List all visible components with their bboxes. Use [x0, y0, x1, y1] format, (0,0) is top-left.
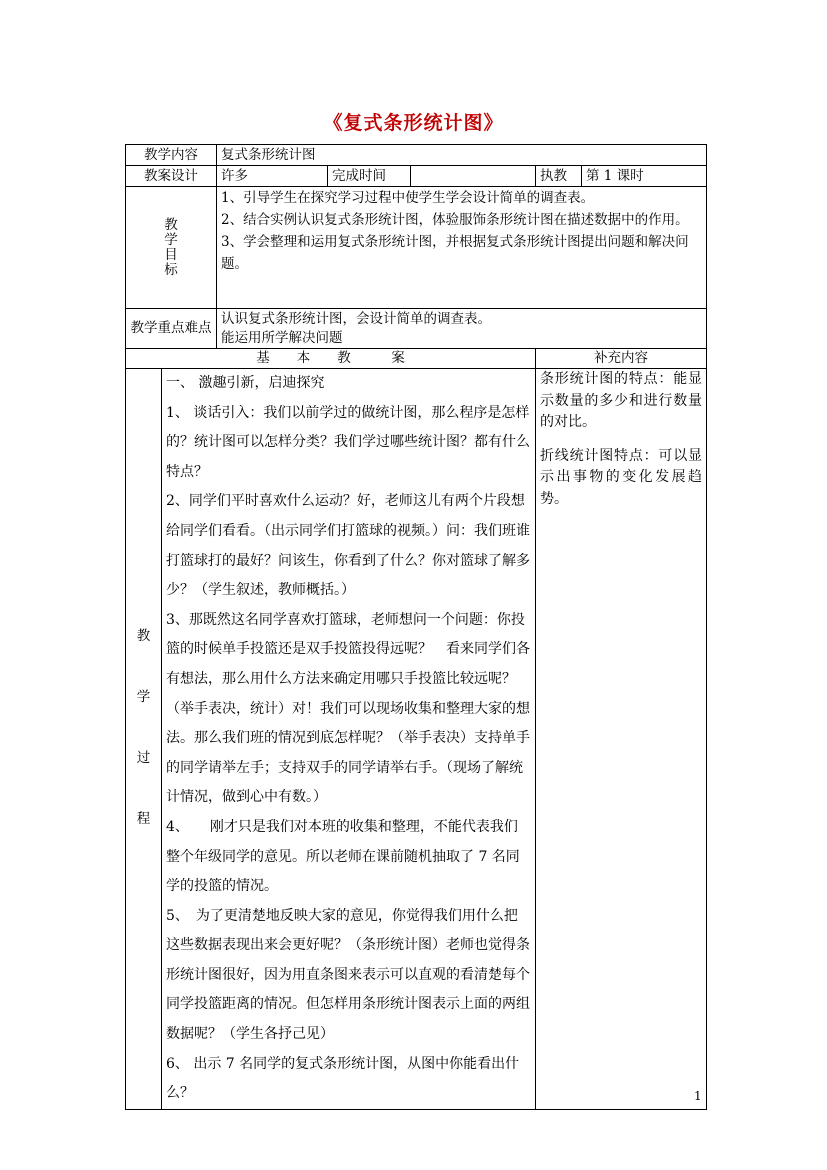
key-points-content	[217, 309, 707, 349]
goals-content	[217, 187, 707, 309]
process-label-char: 教	[136, 627, 151, 644]
supplement-header: 补充内容	[536, 349, 707, 369]
row-goals	[126, 187, 707, 309]
goals-label-char: 学	[164, 231, 178, 248]
row-header	[126, 349, 707, 369]
key-point-line: 认识复式条形统计图，会设计简单的调查表。	[221, 310, 491, 327]
finish-time-label: 完成时间	[328, 166, 411, 187]
process-label	[126, 369, 162, 1110]
process-paragraph: 4、 刚才只是我们对本班的收集和整理，不能代表我们整个年级同学的意见。所以老师在课前随机抽取了 7 名同学的投篮的情况。	[166, 818, 520, 895]
key-point-line: 能运用所学解决问题	[221, 329, 343, 346]
row-key-points	[126, 309, 707, 349]
process-label-char: 程	[136, 810, 151, 827]
lesson-plan-table	[125, 144, 707, 1110]
goals-label-char: 标	[164, 261, 178, 278]
supplement-content	[536, 369, 707, 1110]
process-content	[162, 369, 536, 1110]
process-paragraph: 一、 激趣引新，启迪探究	[166, 375, 325, 391]
finish-time-value	[411, 166, 536, 187]
design-label: 教案设计	[126, 166, 217, 187]
goals-label-char: 教	[164, 216, 178, 233]
content-label: 教学内容	[126, 145, 217, 166]
supplement-note: 折线统计图特点：可以显示出事物的变化发展趋势。	[540, 447, 703, 507]
row-process	[126, 369, 707, 1110]
row-design	[126, 166, 707, 187]
teacher-label: 执教	[536, 166, 582, 187]
content-value: 复式条形统计图	[217, 145, 707, 166]
process-paragraph: 5、 为了更清楚地反映大家的意见，你觉得我们用什么把这些数据表现出来会更好呢？（条形统计图）老师也觉得条形统计图很好，因为用直条图来表示可以直观的看清楚每个同学投篮距离的情况。但怎样用条形统计图表示上面的两组数据呢？（学生各抒己见）	[166, 907, 530, 1043]
key-points-label: 教学重点难点	[126, 309, 217, 349]
goals-label	[126, 187, 217, 309]
process-paragraph: 3、那既然这名同学喜欢打篮球，老师想问一个问题：你投篮的时候单手投篮还是双手投篮投得远呢？ 看来同学们各有想法，那么用什么方法来确定用哪只手投篮比较远呢？（举手表决，统计）对！我们可以现场收集和整理大家的想法。那么我们班的情况到底怎样呢？（举手表决）支持单手的同学请举左手；支持双手的同学请举右手。（现场了解统计情况，做到心中有数。）	[166, 611, 530, 806]
process-paragraph: 1、 谈话引入：我们以前学过的做统计图，那么程序是怎样的？统计图可以怎样分类？我们学过哪些统计图？都有什么特点？	[166, 404, 530, 480]
author-value: 许多	[217, 166, 328, 187]
goals-label-char: 目	[164, 246, 178, 263]
document-title: 《复式条形统计图》	[323, 112, 504, 134]
goal-item: 1、引导学生在探究学习过程中使学生学会设计简单的调查表。	[221, 190, 595, 206]
lesson-count: 第 1 课时	[582, 166, 707, 187]
goal-item: 3、学会整理和运用复式条形统计图，并根据复式条形统计图提出问题和解决问题。	[221, 234, 689, 272]
page-number: 1	[694, 1089, 702, 1103]
goal-item: 2、结合实例认识复式条形统计图，体验服饰条形统计图在描述数据中的作用。	[221, 212, 689, 228]
supplement-note: 条形统计图的特点：能显示数量的多少和进行数量的对比。	[540, 371, 703, 430]
process-label-char: 过	[136, 749, 151, 766]
process-paragraph: 6、 出示 7 名同学的复式条形统计图，从图中你能看出什么？	[166, 1055, 520, 1102]
basic-plan-header: 基 本 教 案	[126, 349, 536, 369]
process-paragraph: 2、同学们平时喜欢什么运动？好，老师这儿有两个片段想给同学们看看。（出示同学们打篮球的视频。）问：我们班谁打篮球打的最好？问该生，你看到了什么？你对篮球了解多少？（学生叙述，教师概括。）	[166, 493, 530, 599]
row-content	[126, 145, 707, 166]
process-label-char: 学	[136, 688, 151, 705]
